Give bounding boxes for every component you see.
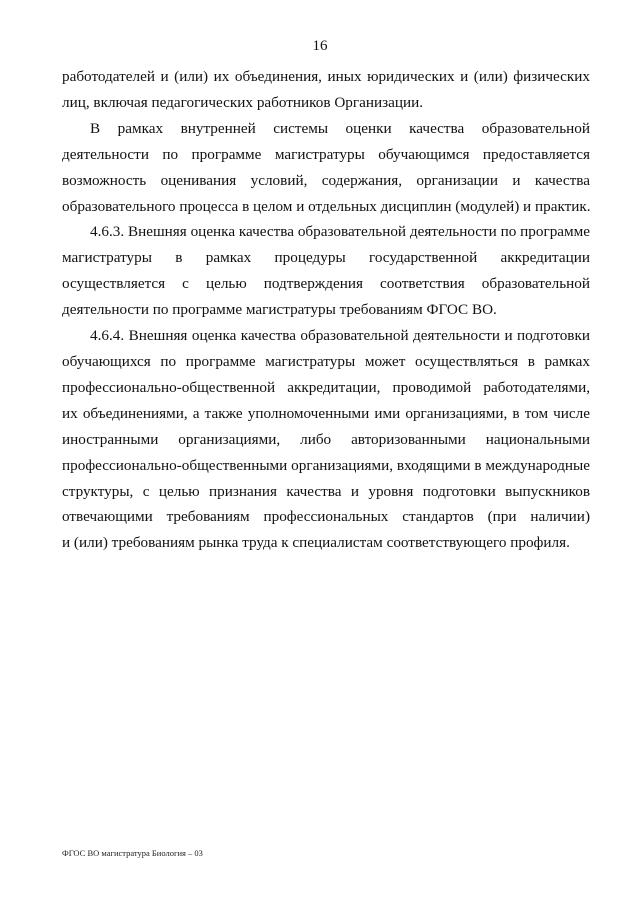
text-line: их объединениями, а также уполномоченными ими организациями, в том числе (62, 404, 590, 422)
text-line: 4.6.4. Внешняя оценка качества образовательной деятельности и подготовки (90, 327, 590, 345)
text-line: В рамках внутренней системы оценки качества образовательной (90, 119, 590, 137)
text-line: работодателей и (или) их объединения, иных юридических и (или) физических (62, 68, 590, 85)
text-line: обучающихся по программе магистратуры может осуществляться в рамках (62, 352, 590, 370)
text-line: иностранными организациями, либо авторизованными национальными (62, 430, 590, 448)
text-line: магистратуры в рамках процедуры государственной аккредитации (62, 249, 590, 267)
text-line: возможность оценивания условий, содержания, организации и качества (62, 171, 590, 189)
text-line: и (или) требованиям рынка труда к специалистам соответствующего профиля. (62, 534, 570, 552)
text-line: отвечающими требованиям профессиональных стандартов (при наличии) (62, 508, 590, 526)
text-line: структуры, с целью признания качества и уровня подготовки выпускников (62, 482, 590, 500)
text-line: деятельности по программе магистратуры обучающимся предоставляется (62, 145, 590, 163)
paragraph-4-6-3 (62, 219, 590, 323)
text-line: профессионально-общественной аккредитации, проводимой работодателями, (62, 378, 590, 396)
page-footer: ФГОС ВО магистратура Биология – 03 (62, 848, 203, 858)
text-line: образовательного процесса в целом и отдельных дисциплин (модулей) и практик. (62, 197, 591, 215)
page-number: 16 (312, 38, 328, 54)
text-line: профессионально-общественными организациями, входящими в международные (62, 456, 590, 474)
paragraph-continuation (62, 64, 590, 116)
text-line: деятельности по программе магистратуры требованиям ФГОС ВО. (62, 301, 497, 319)
text-line: 4.6.3. Внешняя оценка качества образовательной деятельности по программе (90, 223, 590, 241)
text-line: лиц, включая педагогических работников Организации. (62, 93, 424, 111)
paragraph-4-6-4 (62, 323, 590, 556)
body-text (62, 64, 590, 556)
text-line: осуществляется с целью подтверждения соответствия образовательной (62, 275, 590, 293)
paragraph-internal-assessment (62, 116, 590, 220)
